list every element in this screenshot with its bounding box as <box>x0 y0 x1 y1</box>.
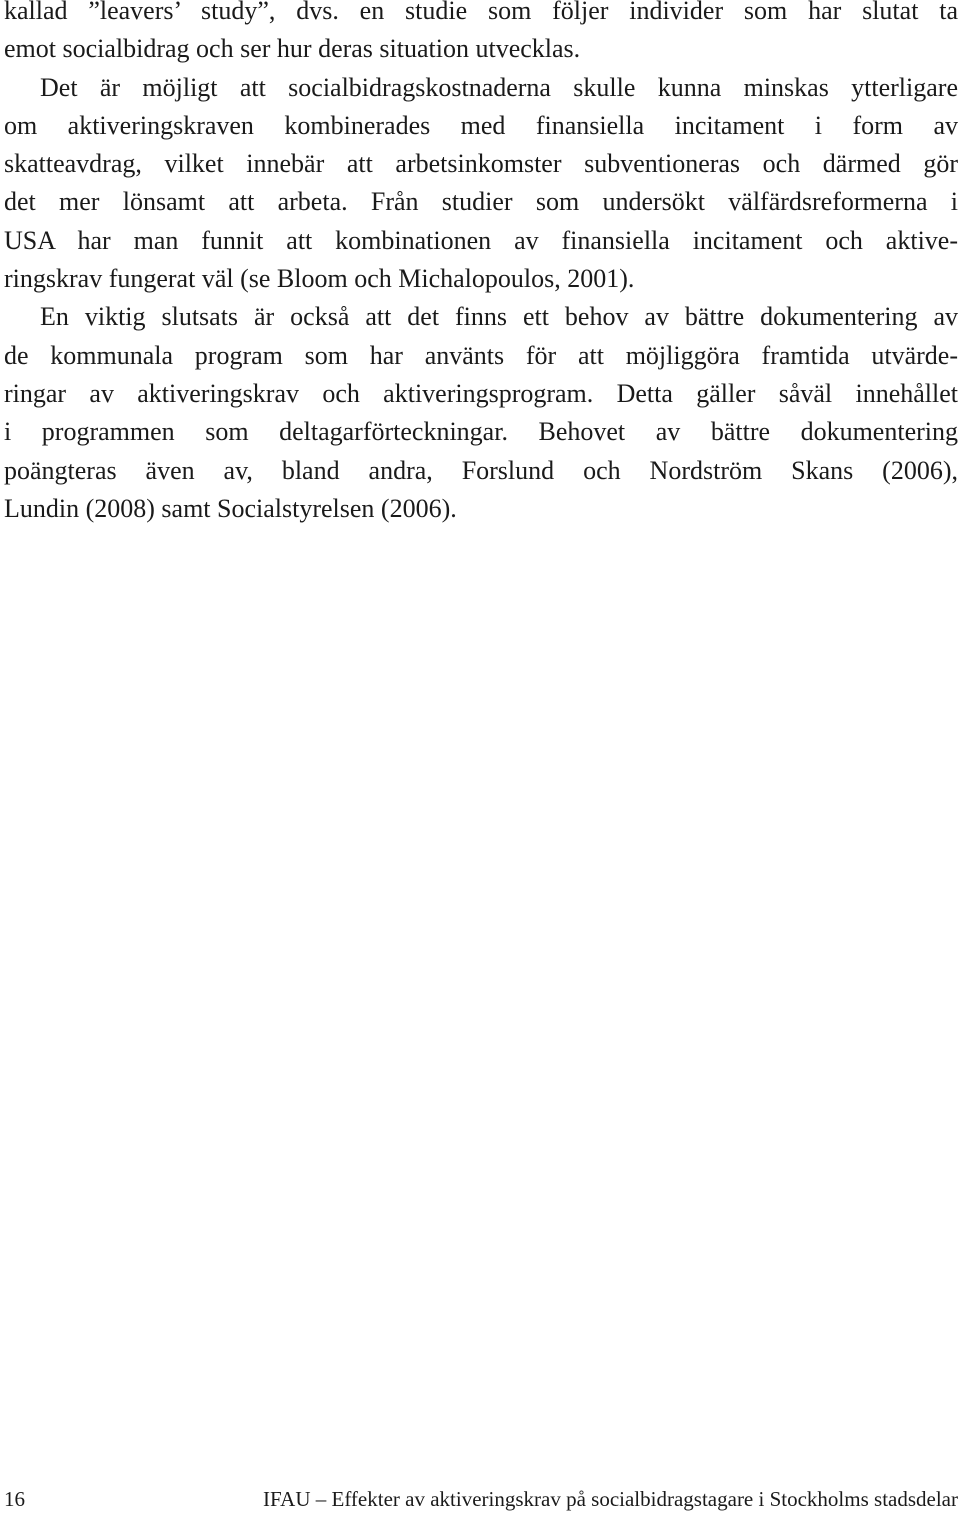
running-title: IFAU – Effekter av aktiveringskrav på socialbidragstagare i Stockholms stadsdelar <box>263 1487 958 1511</box>
page-number: 16 <box>4 1487 25 1511</box>
text-line: ringskrav fungerat väl (se Bloom och Michalopoulos, 2001). <box>4 264 635 294</box>
text-line: kallad ”leavers’ study”, dvs. en studie som följer individer som har slutat ta <box>4 0 958 25</box>
text-line: det mer lönsamt att arbeta. Från studier som undersökt välfärdsreformerna i <box>4 187 958 217</box>
text-line: En viktig slutsats är också att det finns ett behov av bättre dokumentering av <box>40 302 958 332</box>
page-footer <box>4 1484 958 1514</box>
text-line: ringar av aktiveringskrav och aktiveringsprogram. Detta gäller såväl innehållet <box>4 378 958 408</box>
text-line: poängteras även av, bland andra, Forslund och Nordström Skans (2006), <box>4 455 958 485</box>
text-line: de kommunala program som har använts för att möjliggöra framtida utvärde- <box>4 340 958 370</box>
page-body <box>4 0 958 528</box>
text-line: i programmen som deltagarförteckningar. Behovet av bättre dokumentering <box>4 417 958 447</box>
text-line: USA har man funnit att kombinationen av finansiella incitament och aktive- <box>4 225 958 255</box>
text-line: emot socialbidrag och ser hur deras situation utvecklas. <box>4 34 581 64</box>
text-line: Det är möjligt att socialbidragskostnaderna skulle kunna minskas ytterligare <box>40 72 958 102</box>
text-line: Lundin (2008) samt Socialstyrelsen (2006). <box>4 493 457 523</box>
text-line: om aktiveringskraven kombinerades med finansiella incitament i form av <box>4 110 958 140</box>
text-line: skatteavdrag, vilket innebär att arbetsinkomster subventioneras och därmed gör <box>4 149 958 179</box>
